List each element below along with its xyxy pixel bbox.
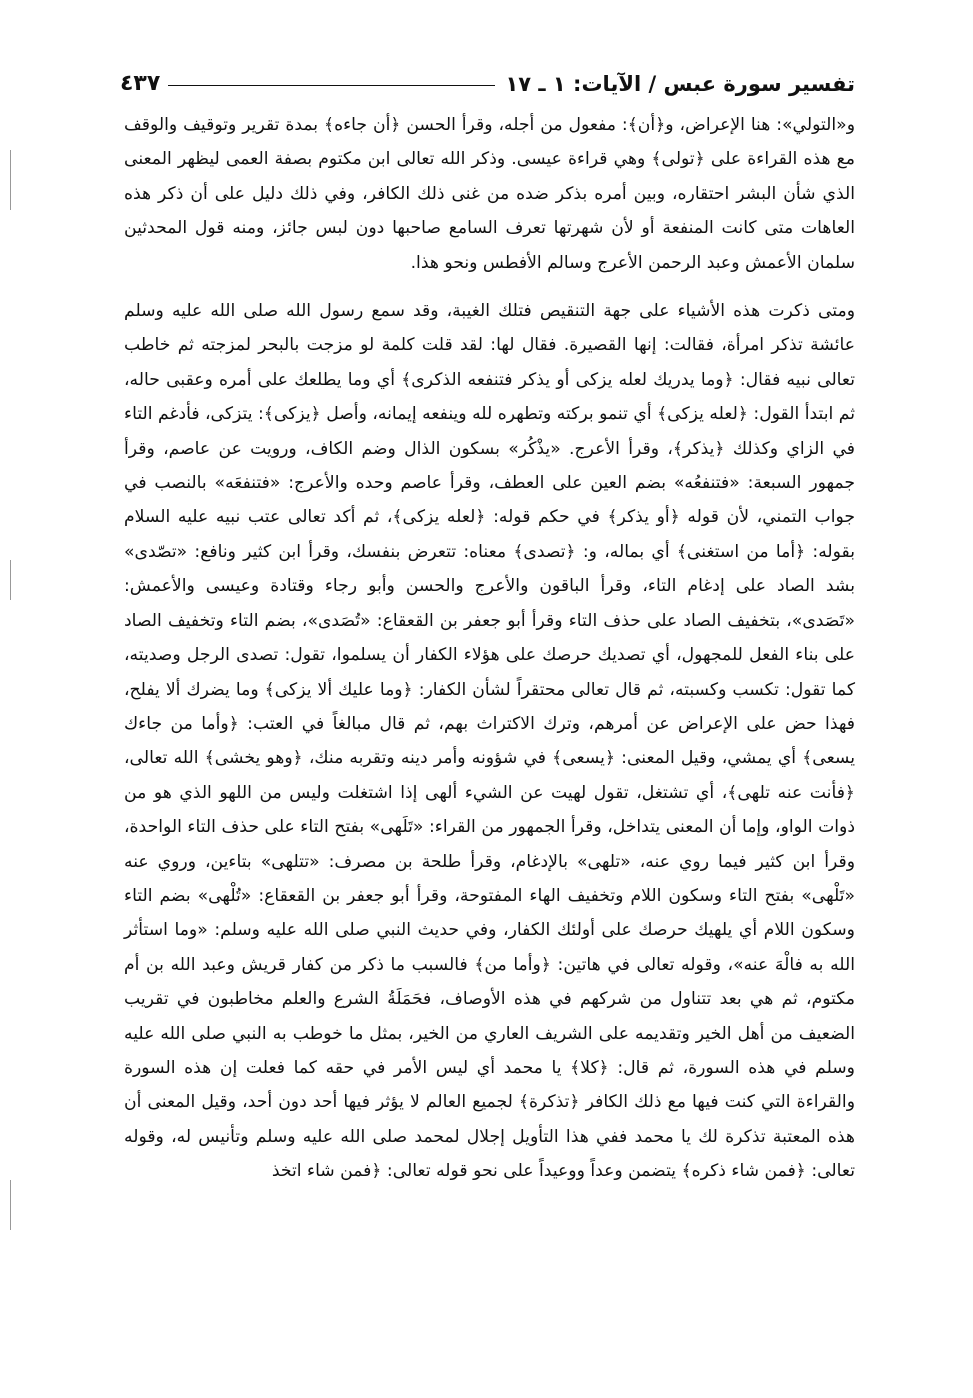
paragraph: ومتى ذكرت هذه الأشياء على جهة التنقيص فتلك الغيبة، وقد سمع رسول الله صلى الله عليه وسلم عائشة تذكر امرأة، فقالت: إنها القصيرة. فقال لها: لقد قلت كلمة لو مزجت بالبحر لمزجته ثم خاطب تعالى نبيه فقال: ﴿وما يدريك لعله يزكى أو يذكر فتنفعه الذكرى﴾ أي وما يطلعك على أمره وعقبى حاله، ثم ابتدأ القول: ﴿لعله يزكى﴾ أي تنمو بركته وتطهره لله وينفعه إيمانه، وأصل ﴿يزكى﴾: يتزكى، فأدغم التاء في الزاي وكذلك ﴿يذكر﴾، وقرأ الأعرج. «يذْكُر» بسكون الذال وضم الكاف، ورويت عن عاصم، وقرأ جمهور السبعة: «فتنفعُه» بضم العين على العطف، وقرأ عاصم وحده والأعرج: «فتنفعَه» بالنصب في جواب التمني، لأن قوله ﴿أو يذكر﴾ في حكم قوله: ﴿لعله يزكى﴾، ثم أكد تعالى عتب نبيه عليه السلام بقوله: ﴿أما من استغنى﴾ أي بماله، و: ﴿تصدى﴾ معناه: تتعرض بنفسك، وقرأ ابن كثير ونافع: «تصّدى» بشد الصاد على إدغام التاء، وقرأ الباقون والأعرج والحسن وأبو رجاء وقتادة وعيسى والأعمش: «تَصَدى»، بتخفيف الصاد على حذف التاء وقرأ أبو جعفر بن القعقاع: «تُصَدى»، بضم التاء وتخفيف الصاد على بناء الفعل للمجهول، أي تصديك حرصك على هؤلاء الكفار أن يسلموا، تقول: تصدى الرجل وصديته، كما تقول: تكسب وكسبته، ثم قال تعالى محتقراً لشأن الكفار: ﴿وما عليك ألا يزكى﴾ وما يضرك ألا يفلح، فهذا حض على الإعراض عن أمرهم، وترك الاكتراث بهم، ثم قال مبالغاً في العتب: ﴿وأما من جاءك يسعى﴾ أي يمشي، وقيل المعنى: ﴿يسعى﴾ في شؤونه وأمر دينه وتقربه منك، ﴿وهو يخشى﴾ الله تعالى، ﴿فأنت عنه تلهى﴾، أي تشتغل، تقول لهيت عن الشيء ألهى إذا اشتغلت وليس من اللهو الذي هو من ذوات الواو، وإما أن المعنى يتداخل، وقرأ الجمهور من القراء: «تَلَهى» بفتح التاء على حذف التاء الواحدة، وقرأ ابن كثير فيما روي عنه، «تلهى» بالإدغام، وقرأ طلحة بن مصرف: «تتلهى» بتاءين، وروي عنه «تَلْهى» بفتح التاء وسكون اللام وتخفيف الهاء المفتوحة، وقرأ أبو جعفر بن القعقاع: «تُلْهى» بضم التاء وسكون اللام أي يلهيك حرصك على أولئك الكفار، وفي حديث النبي صلى الله عليه وسلم: «وما استأثر الله به فالْهَ عنه»، وقوله تعالى في هاتين: ﴿وأما من﴾ فالسبب ما ذكر من كفار قريش وعبد الله بن أم مكتوم، ثم هي بعد تتناول من شركهم في هذه الأوصاف، فحَمَلَةُ الشرع والعلم مخاطبون في تقريب الضعيف من أهل الخير وتقديمه على الشريف العاري من الخير، بمثل ما خوطب به النبي صلى الله عليه وسلم في هذه السورة، ثم قال: ﴿كلا﴾ يا محمد أي ليس الأمر في حقه كما فعلت إن هذه السورة والقراءة التي كنت فيها مع ذلك الكافر ﴿تذكرة﴾ لجميع العالم لا يؤثر فيها أحد دون أحد، وقيل المعنى أن هذه المعتبة تذكرة لك يا محمد ففي هذا التأويل إجلال لمحمد صلى الله عليه وسلم وتأنيس له، وقوله تعالى: ﴿فمن شاء ذكره﴾ يتضمن وعداً ووعيداً على نحو قوله تعالى: ﴿فمن شاء اتخذ (124, 301, 855, 1182)
page-body (124, 108, 855, 1189)
margin-tick (10, 150, 11, 210)
paragraph: و«التولي»: هنا الإعراض، و﴿أن﴾: مفعول من أجله، وقرأ الحسن ﴿أن جاءه﴾ بمدة تقرير وتوقيف والوقف مع هذه القراءة على ﴿تولى﴾ وهي قراءة عيسى. وذكر الله تعالى ابن مكتوم بصفة العمى ليظهر المعنى الذي شأن البشر احتقاره، وبين أمره بذكر ضده من غنى ذلك الكافر، وفي ذلك دليل على أن ذكر هذه العاهات متى كانت المنفعة أو لأن شهرتها تعرف السامع صاحبها دون لبس جائز، ومنه قول المحدثين سلمان الأعمش وعبد الرحمن الأعرج وسالم الأفطس ونحو هذا. (124, 115, 855, 273)
header-rule (168, 85, 495, 86)
margin-tick (10, 560, 11, 600)
scan-margin-marks (0, 0, 20, 1398)
page-number: ٤٣٧ (120, 71, 161, 96)
page-header (120, 52, 855, 96)
running-title: تفسير سورة عبس / الآيات: ١ ـ ١٧ (505, 72, 855, 96)
margin-tick (10, 1180, 11, 1230)
